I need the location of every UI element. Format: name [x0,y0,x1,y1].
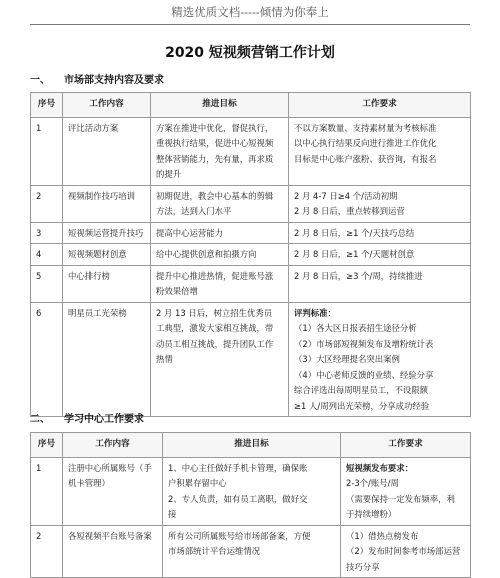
work-content: 明星员工光荣榜 [63,302,151,417]
requirement-cell [341,457,471,525]
row-number: 4 [31,244,63,266]
row-number: 1 [31,117,63,185]
requirement: 2 月 8 日后，≥3 个/周，持续推进 [289,265,471,302]
work-content: 中心排行榜 [63,265,151,302]
goal: 提高中心运营能力 [151,222,289,244]
work-content: 短视频题材创意 [63,244,151,266]
section-2-heading [30,410,144,425]
table-row [31,525,471,578]
goal: 所有公司所属账号给市场部备案，方便 市场部统计平台运维情况 [163,525,341,578]
requirement: 2 月 4-7 日≥4 个/活动初期 2 月 8 日后，重点转移到运营 [289,185,471,222]
section-2-title: 学习中心工作要求 [64,414,144,425]
column-header: 推进目标 [163,433,341,458]
work-content: 各短视频平台账号备案 [63,525,163,578]
document-header: 精选优质文档-----倾情为你奉上 [171,5,329,19]
work-content: 短视频运营提升技巧 [63,222,151,244]
table-row [31,457,471,525]
table-header-row [31,93,471,118]
table-row [31,302,471,417]
section-2-clip [0,430,500,572]
row-number: 1 [31,457,63,525]
table-row [31,265,471,302]
column-header: 工作内容 [63,93,151,118]
section-1-number: 一、 [30,75,50,86]
market-support-table [30,92,471,417]
work-content: 视频制作技巧培训 [63,185,151,222]
table-row [31,244,471,266]
section-2-number: 二、 [30,414,50,425]
document-title: 2020 短视频营销工作计划 [165,45,335,61]
requirement: 2 月 8 日后，≥1 个/天技巧总结 [289,222,471,244]
criteria-title: 评判标准： [294,307,336,318]
table-header-row [31,433,471,458]
goal: 提升中心推进热情，促进账号涨 粉效果倍增 [151,265,289,302]
column-header: 序号 [31,93,63,118]
table-row [31,185,471,222]
column-header: 序号 [31,433,63,458]
table-row [31,222,471,244]
goal: 方案在推进中优化，督促执行， 重视执行结果，促进中心短视频 整体营销能力，先有量，再求质 的提升 [151,117,289,185]
requirement: 不以方案数量、支持素材量为考核标准 以中心执行结果反向进行推进工作优化 目标是中心账户涨粉、获咨询，有报名 [289,117,471,185]
row-number: 5 [31,265,63,302]
row-number: 6 [31,302,63,417]
requirement-cell [289,302,471,417]
column-header: 工作内容 [63,433,163,458]
requirement-title: 短视频发布要求： [346,462,413,473]
row-number: 2 [31,525,63,578]
goal: 初期促进，教会中心基本的剪辑 方法，达到入门水平 [151,185,289,222]
row-number: 3 [31,222,63,244]
requirement: 2 月 8 日后，≥1 个/天题材创意 [289,244,471,266]
section-1-heading [30,71,164,86]
requirement: （1）借热点榜发布 （2）发布时间参考市场部运营 技巧分享 [341,525,471,578]
header-divider [30,24,470,25]
column-header: 工作要求 [341,433,471,458]
requirement: （1）各大区日报表招生途径分析 （2）市场部短视频发布及增粉统计表 （3）大区经理提名突出案例 （4）中心老师反馈的业绩、经验分享 综合评选出每周明星员工，不设限额 ≥1 人/周列出光荣榜，分享成功经验 [294,323,434,411]
work-content: 注册中心所属账号（手 机卡管理） [63,457,163,525]
table-row [31,117,471,185]
row-number: 2 [31,185,63,222]
learning-center-table [30,432,471,578]
column-header: 推进目标 [151,93,289,118]
requirement: 2-3个/账号/周 （需要保持一定发布频率，利 于持续增粉） [346,478,455,519]
goal: 1、中心主任做好手机卡管理，确保账 户积累存留中心 2、专人负责，如有员工离职，做好交 接 [163,457,341,525]
goal: 2 月 13 日后，树立招生优秀员 工典型，激发大家相互挑战，带 动员工相互挑战，提升团队工作 热情 [151,302,289,417]
work-content: 评比活动方案 [63,117,151,185]
section-1-title: 市场部支持内容及要求 [64,75,164,86]
goal: 给中心提供创意和拍摄方向 [151,244,289,266]
column-header: 工作要求 [289,93,471,118]
